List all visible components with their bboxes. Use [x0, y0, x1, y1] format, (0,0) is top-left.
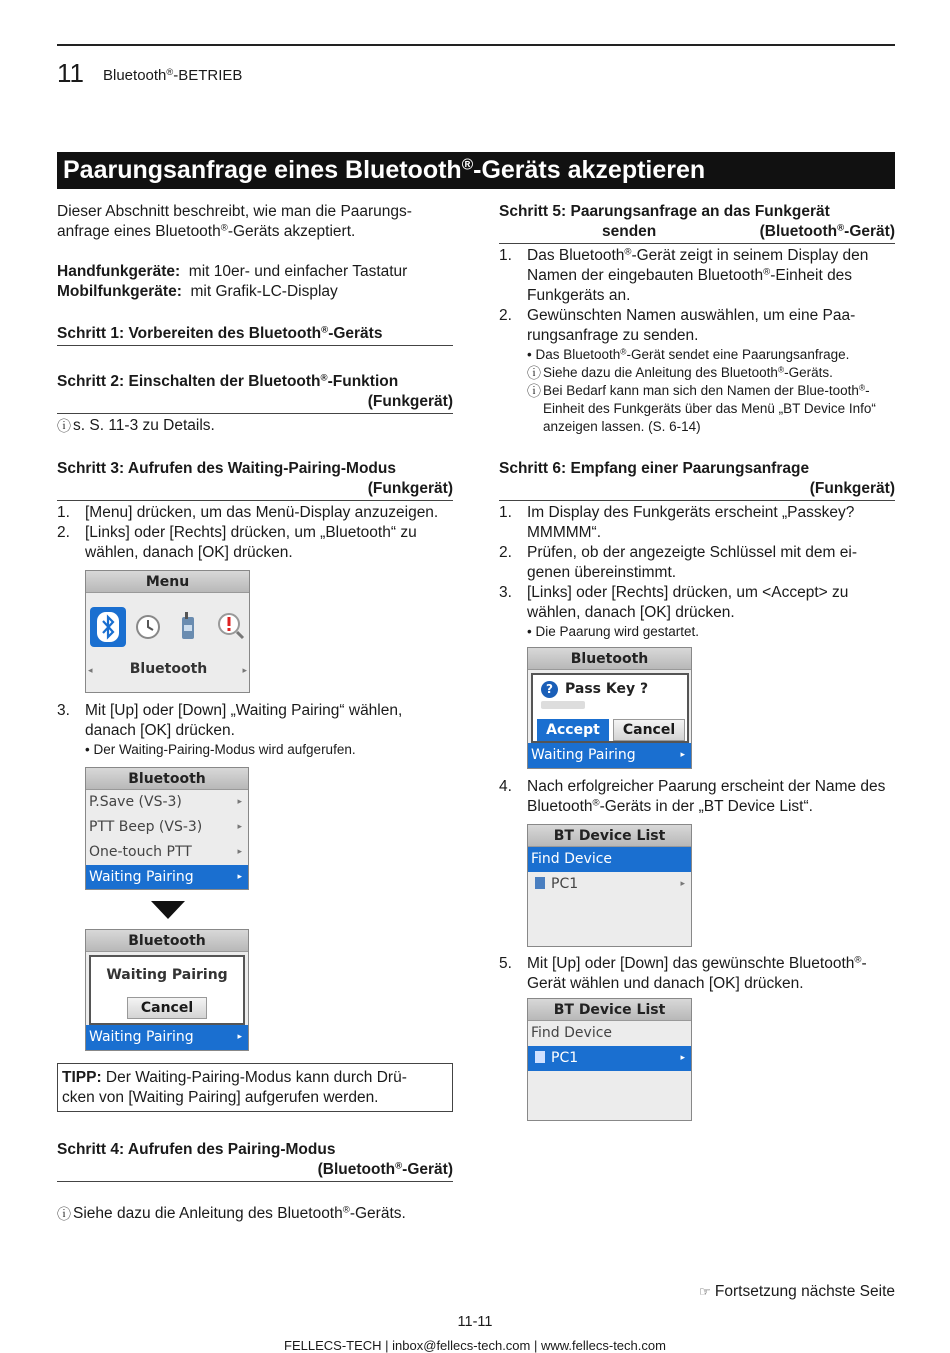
- dialog-message: Waiting Pairing: [106, 967, 228, 983]
- step2-heading: Schritt 2: Einschalten der Bluetooth®-Funktion (Funkgerät): [57, 372, 453, 414]
- section-title: Paarungsanfrage eines Bluetooth®-Geräts akzeptieren: [57, 152, 895, 189]
- find-device-row: Find Device: [528, 847, 691, 872]
- info-icon: ⓘ: [57, 1206, 71, 1222]
- list-item: 1. Das Bluetooth®-Gerät zeigt in seinem Display den Namen der eingebauten Bluetooth®-Einheit des Funkgeräts an.: [499, 246, 869, 304]
- step4-note: ⓘ Siehe dazu die Anleitung des Bluetooth®-Geräts.: [57, 1204, 406, 1222]
- menu-row: One-touch PTT ▸: [89, 844, 242, 860]
- device-icon: [535, 877, 545, 889]
- chapter-number: 11: [57, 58, 84, 88]
- step3-heading: Schritt 3: Aufrufen des Waiting-Pairing-Modus (Funkgerät): [57, 459, 453, 501]
- info-icon: ⓘ: [57, 418, 71, 434]
- cancel-button: Cancel: [127, 997, 207, 1019]
- screen-title: BT Device List: [528, 825, 691, 847]
- waiting-pairing-screen: [85, 929, 249, 1051]
- screen-title: Menu: [86, 571, 249, 593]
- menu-row-selected: Waiting Pairing ▸: [86, 865, 248, 890]
- dialog: [89, 955, 245, 1025]
- passkey-value: [541, 701, 585, 709]
- step6-list: [499, 503, 895, 641]
- menu-selected-label: Bluetooth: [129, 661, 208, 677]
- screen-title: Bluetooth: [528, 648, 691, 670]
- header-rule: [57, 44, 895, 46]
- list-item: 1. Im Display des Funkgeräts erscheint „Passkey? MMMMM“.: [499, 504, 855, 541]
- info-icon: ⓘ: [527, 383, 541, 399]
- list-item: 2. Prüfen, ob der angezeigte Schlüssel mit dem ei-genen übereinstimmt.: [499, 544, 857, 581]
- device-list-screen: [527, 824, 692, 947]
- menu-row: P.Save (VS-3) ▸: [89, 794, 242, 810]
- note: ⓘ Siehe dazu die Anleitung des Bluetooth®-Geräts.: [527, 364, 833, 381]
- step4-heading: Schritt 4: Aufrufen des Pairing-Modus (Bluetooth®-Gerät): [57, 1140, 453, 1182]
- right-arrow-icon: ▸: [242, 666, 247, 676]
- step5-heading: Schritt 5: Paarungsanfrage an das Funkgerät senden (Bluetooth®-Gerät): [499, 202, 895, 244]
- step2-note: ⓘ s. S. 11-3 zu Details.: [57, 417, 215, 434]
- step6-heading: Schritt 6: Empfang einer Paarungsanfrage (Funkgerät): [499, 459, 895, 501]
- note: ⓘ Bei Bedarf kann man sich den Namen der Blue-tooth®-Einheit des Funkgeräts über das Menü „BT Device Info“ anzeigen lassen. (S. 6-14): [527, 382, 876, 434]
- footer-row: Waiting Pairing ▸: [86, 1025, 248, 1050]
- passkey-screen: [527, 647, 692, 769]
- list-item: 1. [Menu] drücken, um das Menü-Display anzuzeigen.: [57, 504, 439, 521]
- alert-search-icon: [216, 611, 246, 641]
- step6-item4: 4. Nach erfolgreicher Paarung erscheint der Name des Bluetooth®-Geräts in der „BT Device List“.: [499, 778, 886, 815]
- step6-item5: 5. Mit [Up] oder [Down] das gewünschte Bluetooth®-Gerät wählen und danach [OK] drücken.: [499, 954, 867, 992]
- bluetooth-icon-selected: [90, 607, 126, 647]
- device-row: PC1 ▸: [528, 872, 691, 897]
- cancel-button: Cancel: [613, 719, 685, 741]
- screen-title: Bluetooth: [86, 930, 248, 952]
- step1-heading: Schritt 1: Vorbereiten des Bluetooth®-Geräts: [57, 324, 453, 346]
- question-icon: ?: [541, 681, 558, 698]
- screen-title: Bluetooth: [86, 768, 248, 790]
- bluetooth-list-screen: [85, 767, 249, 890]
- footer-row: Waiting Pairing ▸: [528, 743, 691, 768]
- dialog: [531, 673, 689, 743]
- bullet: • Das Bluetooth®-Gerät sendet eine Paarungsanfrage.: [527, 346, 850, 362]
- down-arrow-icon: [151, 901, 185, 919]
- list-item: 2. Gewünschten Namen auswählen, um eine Paa-rungsanfrage zu senden.: [499, 307, 856, 344]
- intro: Dieser Abschnitt beschreibt, wie man die Paarungs- anfrage eines Bluetooth®-Geräts akzeptiert. Handfunkgeräte: mit 10er- und einfacher Tastatur Mobilfunkgeräte: mit Grafik-LC-Display: [57, 203, 412, 300]
- list-item: 2. [Links] oder [Rechts] drücken, um „Bluetooth“ zu wählen, danach [OK] drücken.: [57, 524, 417, 561]
- step5-list: [499, 246, 895, 436]
- menu-screen: [85, 570, 250, 693]
- pointing-hand-icon: ☞: [698, 1284, 711, 1299]
- footer-contact: FELLECS-TECH | inbox@fellecs-tech.com | www.fellecs-tech.com: [284, 1338, 666, 1353]
- accept-button: Accept: [537, 719, 609, 741]
- bullet: • Die Paarung wird gestartet.: [527, 624, 700, 639]
- screen-title: BT Device List: [528, 999, 691, 1021]
- list-item: 3. [Links] oder [Rechts] drücken, um <Accept> zu wählen, danach [OK] drücken.: [499, 584, 849, 621]
- page-number: 11-11: [457, 1314, 493, 1330]
- passkey-prompt: Pass Key ?: [565, 681, 649, 697]
- device-icon: [535, 1051, 545, 1063]
- clock-icon: [134, 613, 162, 641]
- menu-row: PTT Beep (VS-3) ▸: [89, 819, 242, 835]
- device-row-selected: PC1 ▸: [528, 1046, 691, 1071]
- continued-note: ☞ Fortsetzung nächste Seite: [698, 1283, 895, 1300]
- step3-list: [57, 503, 453, 563]
- tip-box: TIPP: Der Waiting-Pairing-Modus kann durch Drü- cken von [Waiting Pairing] aufgerufen werden.: [57, 1063, 453, 1112]
- step3-item3: 3. Mit [Up] oder [Down] „Waiting Pairing“ wählen, danach [OK] drücken. • Der Waiting-Pairing-Modus wird aufgerufen.: [57, 702, 403, 757]
- info-icon: ⓘ: [527, 365, 541, 381]
- find-device-row: Find Device: [531, 1025, 613, 1041]
- chapter-title: Bluetooth®-BETRIEB: [103, 66, 243, 84]
- radio-icon: [174, 611, 204, 641]
- left-arrow-icon: ◂: [88, 666, 93, 676]
- device-list-screen-selected: [527, 998, 692, 1121]
